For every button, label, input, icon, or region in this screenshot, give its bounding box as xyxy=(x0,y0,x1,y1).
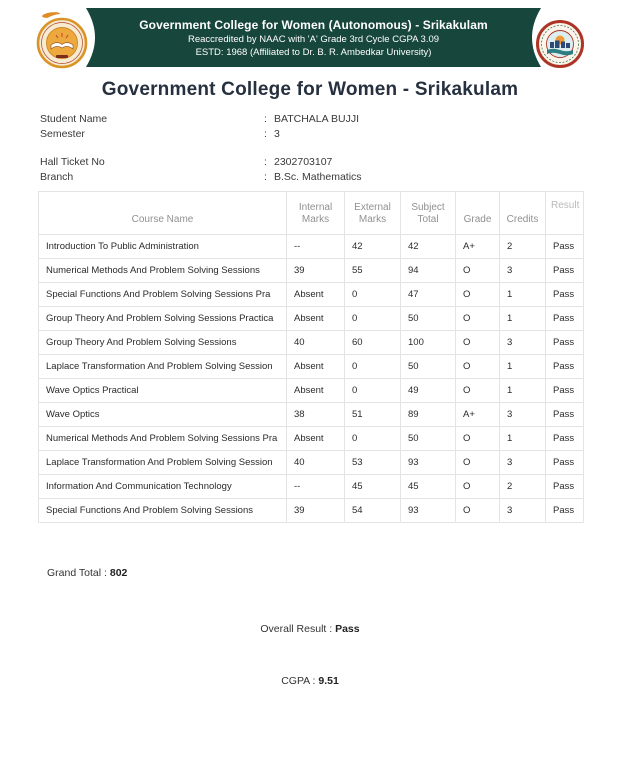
credits-cell: 2 xyxy=(500,235,546,259)
course-name-cell: Numerical Methods And Problem Solving Sessions xyxy=(39,259,287,283)
header-result: Result xyxy=(546,192,584,235)
result-cell: Pass xyxy=(546,235,584,259)
external-marks-cell: 42 xyxy=(345,235,401,259)
college-logo-icon xyxy=(32,13,92,78)
subject-total-cell: 100 xyxy=(401,331,456,355)
grade-cell: O xyxy=(456,355,500,379)
credits-cell: 2 xyxy=(500,475,546,499)
external-marks-cell: 54 xyxy=(345,499,401,523)
credits-cell: 1 xyxy=(500,283,546,307)
cgpa xyxy=(0,675,620,687)
course-name-cell: Special Functions And Problem Solving Sessions Pra xyxy=(39,283,287,307)
grade-cell: O xyxy=(456,427,500,451)
internal-marks-cell: 39 xyxy=(287,259,345,283)
subject-total-cell: 94 xyxy=(401,259,456,283)
course-name-cell: Special Functions And Problem Solving Sessions xyxy=(39,499,287,523)
header-external-marks: External Marks xyxy=(345,192,401,235)
result-cell: Pass xyxy=(546,307,584,331)
external-marks-cell: 60 xyxy=(345,331,401,355)
course-name-cell: Laplace Transformation And Problem Solving Session xyxy=(39,451,287,475)
internal-marks-cell: -- xyxy=(287,475,345,499)
credits-cell: 3 xyxy=(500,331,546,355)
subject-total-cell: 47 xyxy=(401,283,456,307)
external-marks-cell: 45 xyxy=(345,475,401,499)
external-marks-cell: 0 xyxy=(345,307,401,331)
cgpa-value: 9.51 xyxy=(318,675,339,687)
result-cell: Pass xyxy=(546,259,584,283)
grand-total-label: Grand Total : xyxy=(47,567,107,579)
branch-value: B.Sc. Mathematics xyxy=(274,171,362,183)
grade-cell: O xyxy=(456,307,500,331)
subject-total-cell: 93 xyxy=(401,451,456,475)
grade-cell: O xyxy=(456,451,500,475)
result-cell: Pass xyxy=(546,475,584,499)
banner-college-name: Government College for Women (Autonomous) - Srikakulam xyxy=(139,17,488,32)
result-cell: Pass xyxy=(546,379,584,403)
subject-total-cell: 49 xyxy=(401,379,456,403)
results-table xyxy=(38,191,584,523)
external-marks-cell: 0 xyxy=(345,355,401,379)
grade-cell: O xyxy=(456,475,500,499)
student-name-row xyxy=(40,112,620,127)
grade-cell: O xyxy=(456,283,500,307)
student-info xyxy=(40,112,620,185)
course-name-cell: Laplace Transformation And Problem Solving Session xyxy=(39,355,287,379)
table-row xyxy=(39,307,584,331)
table-row xyxy=(39,403,584,427)
overall-result xyxy=(0,623,620,635)
colon-separator: : xyxy=(264,128,267,140)
header-internal-marks: Internal Marks xyxy=(287,192,345,235)
internal-marks-cell: Absent xyxy=(287,427,345,451)
external-marks-cell: 0 xyxy=(345,427,401,451)
grade-cell: O xyxy=(456,379,500,403)
university-seal-icon xyxy=(532,16,588,77)
internal-marks-cell: 38 xyxy=(287,403,345,427)
grade-cell: O xyxy=(456,331,500,355)
table-header-row xyxy=(39,192,584,235)
hall-ticket-value: 2302703107 xyxy=(274,156,333,168)
page-title: Government College for Women - Srikakulam xyxy=(101,79,519,100)
course-name-cell: Wave Optics Practical xyxy=(39,379,287,403)
external-marks-cell: 53 xyxy=(345,451,401,475)
internal-marks-cell: -- xyxy=(287,235,345,259)
credits-cell: 3 xyxy=(500,259,546,283)
header-credits: Credits xyxy=(500,192,546,235)
colon-separator: : xyxy=(264,171,267,183)
course-name-cell: Group Theory And Problem Solving Sessions Practica xyxy=(39,307,287,331)
table-row xyxy=(39,475,584,499)
table-row xyxy=(39,451,584,475)
header-banner xyxy=(0,0,620,71)
subject-total-cell: 89 xyxy=(401,403,456,427)
credits-cell: 1 xyxy=(500,379,546,403)
overall-result-value: Pass xyxy=(335,623,360,635)
result-cell: Pass xyxy=(546,451,584,475)
branch-row xyxy=(40,170,620,185)
result-cell: Pass xyxy=(546,403,584,427)
student-name-value: BATCHALA BUJJI xyxy=(274,113,359,125)
result-cell: Pass xyxy=(546,331,584,355)
subject-total-cell: 50 xyxy=(401,307,456,331)
header-grade: Grade xyxy=(456,192,500,235)
header-subject-total: Subject Total xyxy=(401,192,456,235)
colon-separator: : xyxy=(264,156,267,168)
results-table-body xyxy=(39,235,584,523)
course-name-cell: Wave Optics xyxy=(39,403,287,427)
internal-marks-cell: Absent xyxy=(287,307,345,331)
grade-cell: A+ xyxy=(456,403,500,427)
table-row xyxy=(39,379,584,403)
subject-total-cell: 45 xyxy=(401,475,456,499)
external-marks-cell: 0 xyxy=(345,283,401,307)
credits-cell: 3 xyxy=(500,403,546,427)
table-row xyxy=(39,499,584,523)
grand-total-value: 802 xyxy=(109,567,128,579)
grade-cell: O xyxy=(456,259,500,283)
branch-label: Branch xyxy=(40,171,74,183)
internal-marks-cell: 39 xyxy=(287,499,345,523)
internal-marks-cell: Absent xyxy=(287,355,345,379)
colon-separator: : xyxy=(264,113,267,125)
credits-cell: 3 xyxy=(500,451,546,475)
internal-marks-cell: Absent xyxy=(287,283,345,307)
table-row xyxy=(39,355,584,379)
result-cell: Pass xyxy=(546,427,584,451)
course-name-cell: Group Theory And Problem Solving Sessions xyxy=(39,331,287,355)
subject-total-cell: 50 xyxy=(401,355,456,379)
semester-row xyxy=(40,127,620,142)
result-cell: Pass xyxy=(546,355,584,379)
semester-value: 3 xyxy=(274,128,280,140)
course-name-cell: Numerical Methods And Problem Solving Sessions Pra xyxy=(39,427,287,451)
semester-label: Semester xyxy=(40,128,85,140)
hall-ticket-label: Hall Ticket No xyxy=(40,156,105,168)
course-name-cell: Introduction To Public Administration xyxy=(39,235,287,259)
subject-total-cell: 50 xyxy=(401,427,456,451)
credits-cell: 3 xyxy=(500,499,546,523)
internal-marks-cell: 40 xyxy=(287,331,345,355)
credits-cell: 1 xyxy=(500,355,546,379)
grand-total xyxy=(47,567,620,579)
banner-accreditation: Reaccredited by NAAC with 'A' Grade 3rd Cycle CGPA 3.09 xyxy=(187,33,440,45)
table-row xyxy=(39,427,584,451)
table-row xyxy=(39,331,584,355)
student-name-label: Student Name xyxy=(40,113,108,125)
table-row xyxy=(39,235,584,259)
course-name-cell: Information And Communication Technology xyxy=(39,475,287,499)
grade-cell: O xyxy=(456,499,500,523)
credits-cell: 1 xyxy=(500,427,546,451)
hall-ticket-row xyxy=(40,155,620,170)
external-marks-cell: 51 xyxy=(345,403,401,427)
grade-cell: A+ xyxy=(456,235,500,259)
cgpa-label: CGPA : xyxy=(281,675,316,687)
result-cell: Pass xyxy=(546,499,584,523)
banner-text xyxy=(86,8,541,67)
table-row xyxy=(39,259,584,283)
credits-cell: 1 xyxy=(500,307,546,331)
table-row xyxy=(39,283,584,307)
external-marks-cell: 55 xyxy=(345,259,401,283)
internal-marks-cell: Absent xyxy=(287,379,345,403)
result-cell: Pass xyxy=(546,283,584,307)
internal-marks-cell: 40 xyxy=(287,451,345,475)
banner-estd: ESTD: 1968 (Affiliated to Dr. B. R. Ambedkar University) xyxy=(195,46,432,58)
subject-total-cell: 42 xyxy=(401,235,456,259)
header-course-name: Course Name xyxy=(39,192,287,235)
overall-result-label: Overall Result : xyxy=(260,623,333,635)
external-marks-cell: 0 xyxy=(345,379,401,403)
subject-total-cell: 93 xyxy=(401,499,456,523)
